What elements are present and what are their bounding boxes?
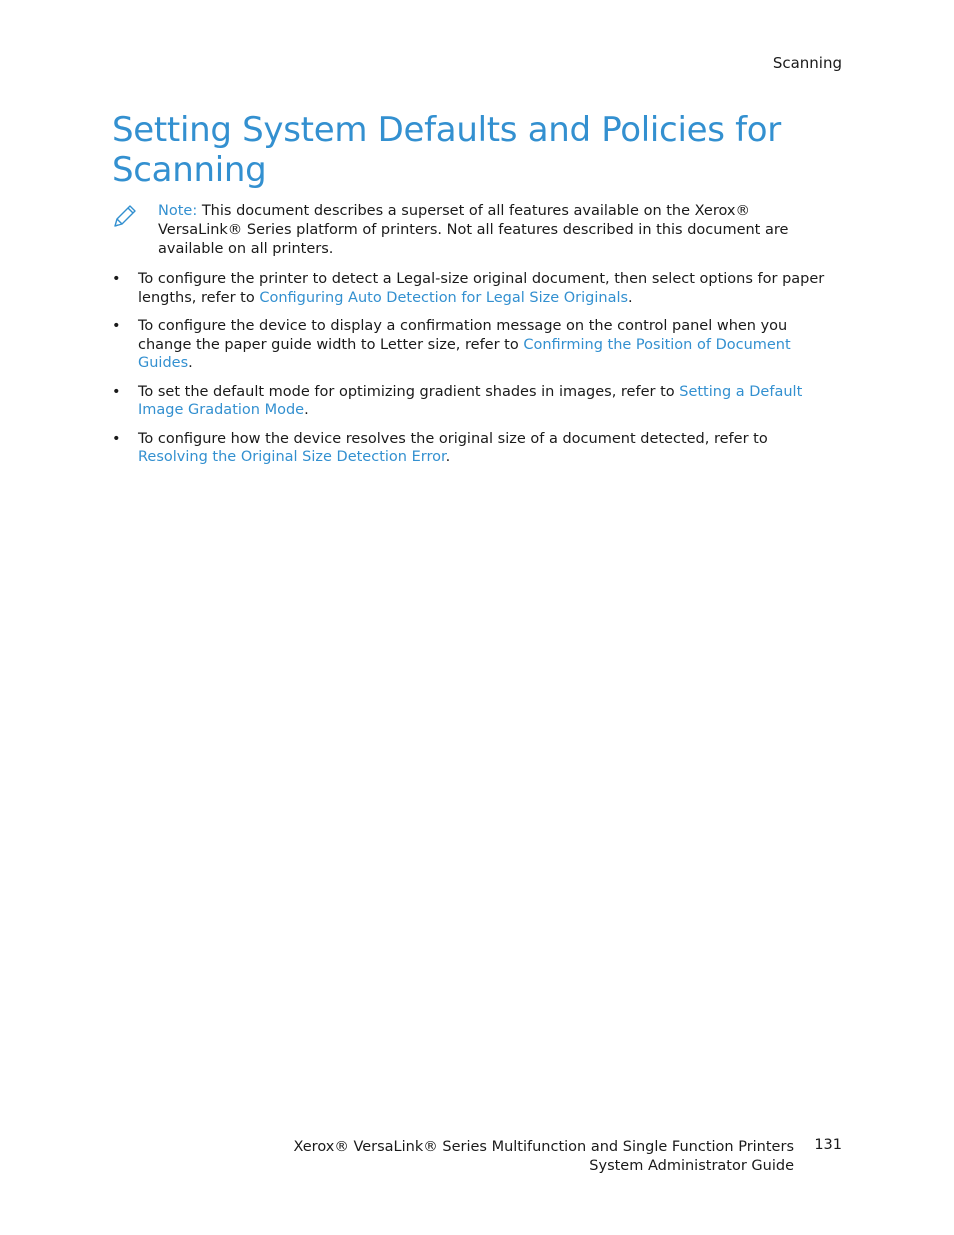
list-item-text: To configure how the device resolves the original size of a document detected, refer to — [138, 430, 768, 447]
link-legal-size-detection[interactable]: Configuring Auto Detection for Legal Size Originals — [259, 289, 629, 306]
list-item — [112, 317, 842, 373]
list-item-text: To configure the printer to detect a Legal-size original document, then select options for paper lengths, refer to — [138, 271, 825, 306]
list-item-text: To configure the device to display a confirmation message on the control panel when you change the paper guide width to Letter size, refer to — [138, 318, 788, 353]
list-item — [112, 430, 842, 467]
bullet-marker: • — [112, 271, 121, 287]
list-item — [112, 270, 842, 307]
list-item — [112, 383, 842, 420]
page-title: Setting System Defaults and Policies for Scanning — [112, 110, 781, 190]
bullet-marker: • — [112, 430, 121, 447]
footer — [293, 1138, 794, 1176]
list-item-punct: . — [445, 449, 451, 465]
running-head-section: Scanning — [772, 54, 842, 72]
list-item-text: To set the default mode for optimizing gradient shades in images, refer to — [138, 383, 680, 400]
link-image-gradation-mode[interactable]: Setting a Default Image Gradation Mode — [138, 383, 803, 418]
bullet-marker: • — [112, 383, 121, 400]
bullet-marker: • — [112, 318, 121, 334]
pencil-icon — [112, 202, 138, 230]
note-text — [158, 202, 818, 259]
footer-guide: System Administrator Guide — [589, 1158, 794, 1174]
footer-product: Xerox® VersaLink® Series Multifunction and Single Function Printers — [293, 1139, 794, 1155]
bullet-list — [112, 270, 842, 477]
note-body: This document describes a superset of all features available on the Xerox® VersaLink® Series platform of printers. Not all features described in this document are available on all printers. — [158, 203, 789, 257]
link-size-detection-error[interactable]: Resolving the Original Size Detection Error — [138, 449, 446, 465]
list-item-punct: . — [304, 402, 309, 418]
link-document-guides[interactable]: Confirming the Position of Document Guides — [138, 336, 791, 371]
page-number: 131 — [814, 1137, 842, 1153]
list-item-punct: . — [628, 289, 633, 306]
list-item-punct: . — [188, 355, 193, 371]
note-label: Note: — [158, 203, 198, 219]
